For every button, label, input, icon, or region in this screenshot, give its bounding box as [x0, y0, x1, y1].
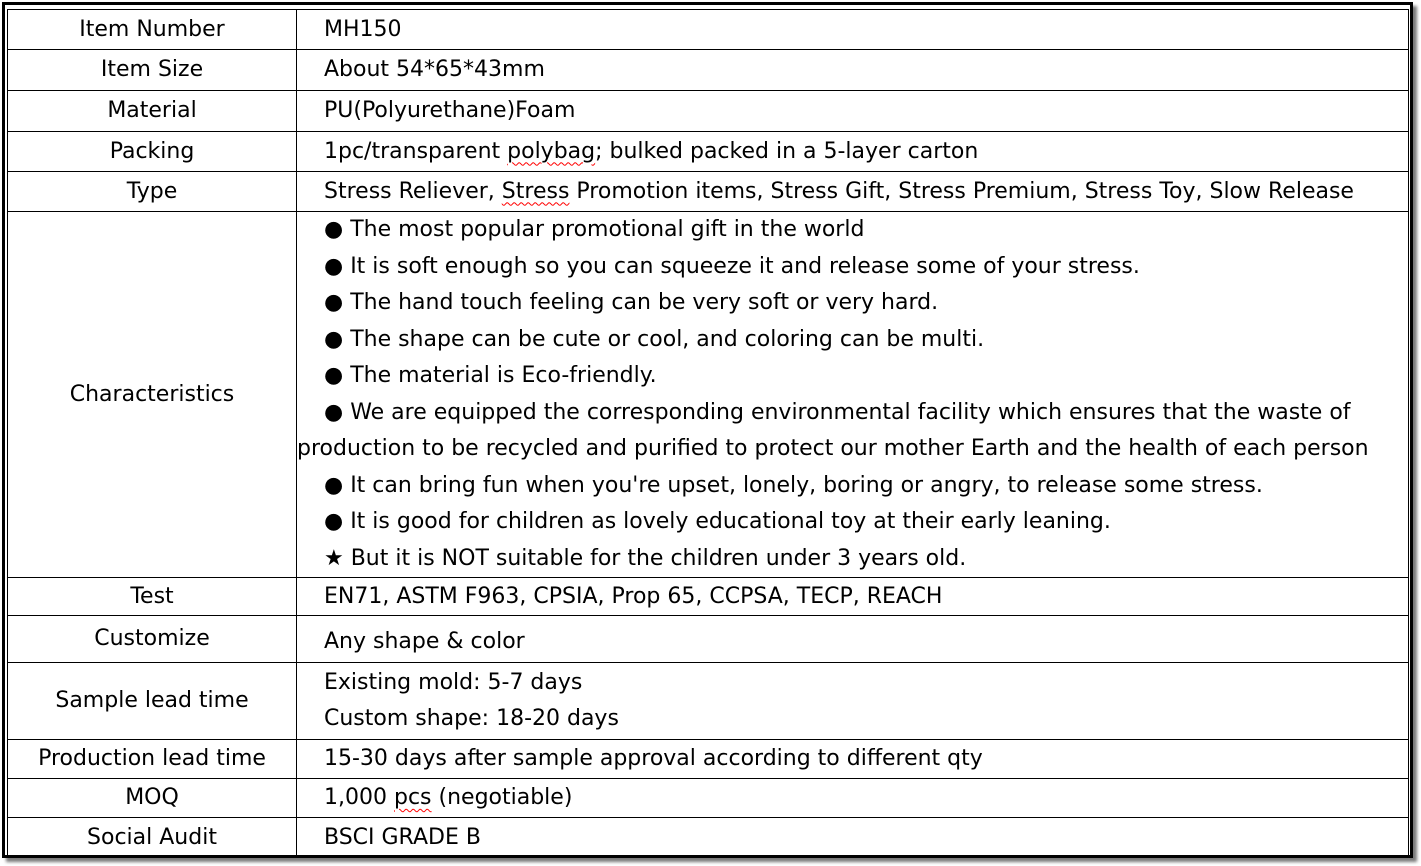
spellcheck-marked-word: Stress — [501, 178, 570, 204]
table-row — [8, 50, 1409, 91]
value-text: (negotiable) — [431, 785, 573, 810]
list-item: ★ But it is NOT suitable for the children under 3 years old. — [324, 545, 967, 571]
list-item: production to be recycled and purified to protect our mother Earth and the health of each person — [297, 436, 1369, 461]
row-value: PU(Polyurethane)Foam — [297, 91, 1409, 132]
list-item: ● The shape can be cute or cool, and coloring can be multi. — [324, 326, 985, 352]
row-label: Item Size — [8, 50, 297, 91]
list-item: ● The hand touch feeling can be very soft or very hard. — [324, 290, 939, 315]
table-row — [8, 616, 1409, 663]
value-text: Stress Reliever, — [324, 178, 502, 204]
row-value — [297, 172, 1409, 212]
row-value — [297, 663, 1409, 740]
table-row — [8, 10, 1409, 50]
table-row — [8, 779, 1409, 818]
table-row — [8, 91, 1409, 132]
value-text: 1pc/transparent — [324, 138, 508, 164]
table-row — [8, 212, 1409, 578]
list-item: Existing mold: 5-7 days — [324, 669, 583, 695]
table-row — [8, 818, 1409, 858]
row-value — [297, 132, 1409, 172]
table-row — [8, 172, 1409, 212]
list-item: ● It is good for children as lovely educational toy at their early leaning. — [324, 509, 1111, 534]
row-label: Sample lead time — [8, 663, 297, 740]
product-spec-table — [7, 9, 1409, 858]
row-label: Characteristics — [8, 212, 297, 578]
table-row — [8, 663, 1409, 740]
value-text: 1,000 — [324, 785, 394, 810]
spellcheck-marked-word: pcs — [393, 785, 432, 810]
row-value: Any shape & color — [297, 616, 1409, 663]
table-row — [8, 578, 1409, 616]
row-label: MOQ — [8, 779, 297, 818]
list-item: ● It can bring fun when you're upset, lonely, boring or angry, to release some stress. — [324, 472, 1263, 498]
row-value — [297, 779, 1409, 818]
table-row — [8, 132, 1409, 172]
spellcheck-marked-word: polybag — [507, 138, 596, 164]
row-label: Packing — [8, 132, 297, 172]
value-text: ; bulked packed in a 5-layer carton — [595, 138, 979, 164]
row-value: MH150 — [297, 10, 1409, 50]
row-label: Production lead time — [8, 740, 297, 779]
list-item: ● The most popular promotional gift in the world — [324, 217, 865, 242]
row-value: About 54*65*43mm — [297, 50, 1409, 91]
row-value: BSCI GRADE B — [297, 818, 1409, 858]
list-item: ● We are equipped the corresponding environmental facility which ensures that the waste of — [324, 399, 1351, 425]
row-value: 15-30 days after sample approval according to different qty — [297, 740, 1409, 779]
row-label: Type — [8, 172, 297, 212]
row-label: Social Audit — [8, 818, 297, 858]
row-label: Test — [8, 578, 297, 616]
list-item: Custom shape: 18-20 days — [324, 706, 619, 731]
list-item: ● It is soft enough so you can squeeze it and release some of your stress. — [324, 253, 1140, 279]
row-label: Customize — [8, 616, 297, 663]
row-label: Item Number — [8, 10, 297, 50]
row-label: Material — [8, 91, 297, 132]
characteristics-list — [297, 212, 1409, 578]
value-text: Promotion items, Stress Gift, Stress Premium, Stress Toy, Slow Release — [569, 178, 1354, 204]
table-row — [8, 740, 1409, 779]
row-value: EN71, ASTM F963, CPSIA, Prop 65, CCPSA, TECP, REACH — [297, 578, 1409, 616]
list-item: ● The material is Eco-friendly. — [324, 363, 657, 388]
